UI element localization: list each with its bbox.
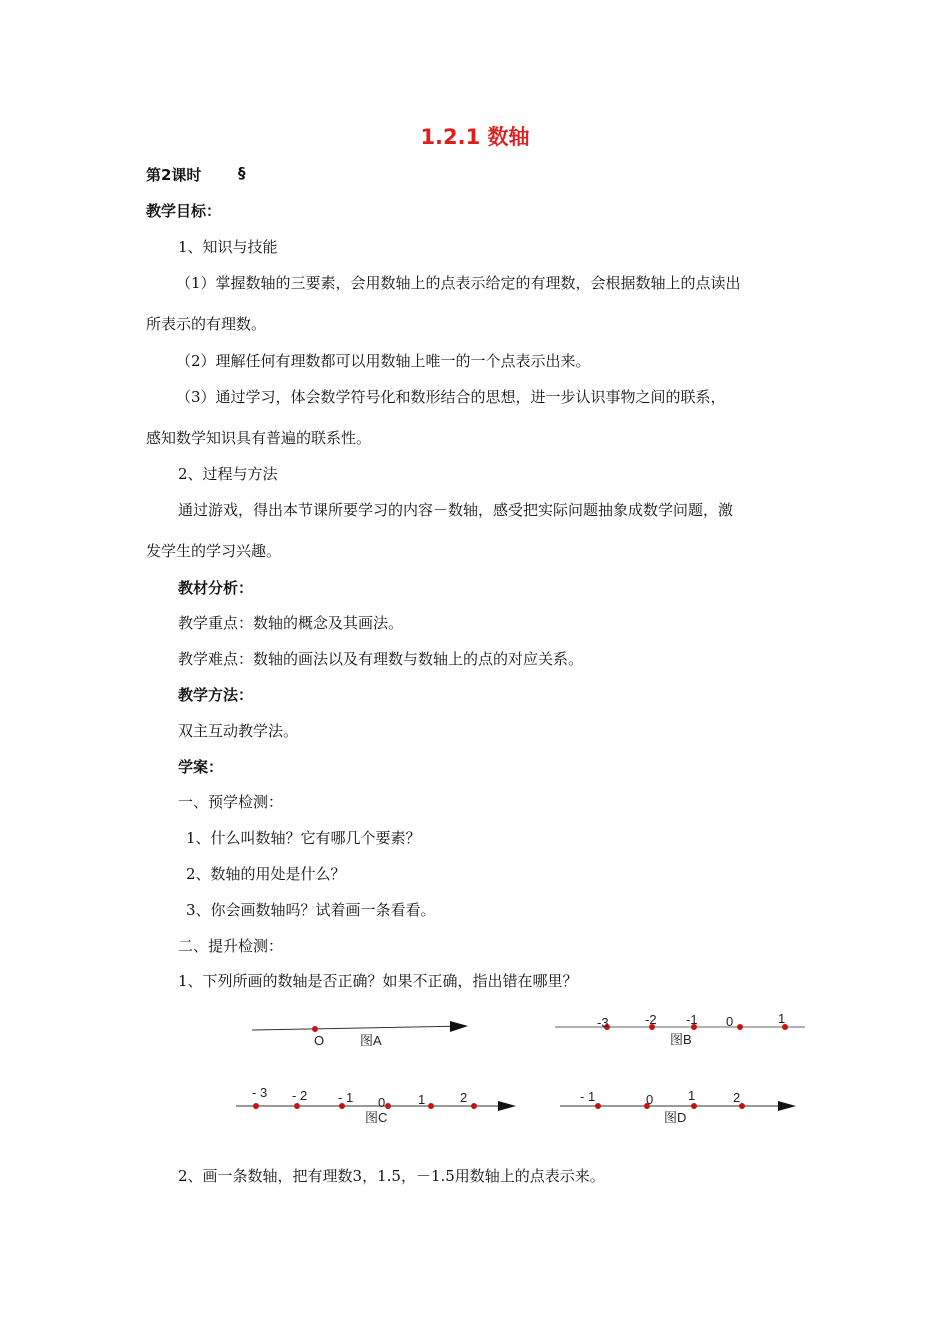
figure-d-caption: 图D [664, 1110, 687, 1125]
figure-d-label-2: 1 [688, 1088, 696, 1103]
figure-b-label-2: -1 [686, 1012, 698, 1027]
figure-a-point [312, 1026, 318, 1032]
figure-a-axis [252, 1026, 466, 1030]
goal2-heading: 2、过程与方法 [178, 465, 278, 483]
figure-b [555, 1011, 805, 1047]
figure-c-label-3: 0 [378, 1095, 386, 1110]
figure-b-label-3: 0 [726, 1014, 734, 1029]
figure-c-point-6 [471, 1103, 477, 1109]
figure-c-label-2: - 1 [338, 1090, 354, 1105]
analysis-heading: 教材分析： [178, 579, 254, 597]
question-4: 1、下列所画的数轴是否正确？如果不正确，指出错在哪里？ [178, 972, 578, 990]
figure-d-label-0: - 1 [580, 1089, 596, 1104]
figure-c-label-1: - 2 [292, 1088, 308, 1103]
figure-d [560, 1088, 796, 1125]
figure-d-point-3 [691, 1103, 697, 1109]
goal1-heading: 1、知识与技能 [178, 238, 278, 256]
figure-c-label-4: 1 [418, 1092, 426, 1107]
figure-b-point-4 [737, 1024, 743, 1030]
lesson-label: 第2课时 [146, 166, 202, 184]
lesson-mark: § [238, 164, 246, 182]
question-2: 2、数轴的用处是什么？ [186, 865, 346, 883]
difficulty: 教学难点：数轴的画法以及有理数与数轴上的点的对应关系。 [178, 650, 584, 668]
figure-c-label-0: - 3 [252, 1085, 268, 1100]
figure-c-label-5: 2 [460, 1090, 468, 1105]
figure-b-label-4: 1 [778, 1011, 786, 1026]
goal2-text-line2: 发学生的学习兴趣。 [146, 542, 282, 560]
goal1-item1-line2: 所表示的有理数。 [146, 315, 267, 333]
figure-b-label-1: -2 [645, 1012, 657, 1027]
section2-heading: 二、提升检测： [178, 937, 284, 955]
key-point: 教学重点：数轴的概念及其画法。 [178, 614, 404, 632]
question-5: 2、画一条数轴，把有理数3，1.5，－1.5用数轴上的点表示来。 [178, 1167, 605, 1185]
section1-heading: 一、预学检测： [178, 793, 284, 811]
figure-d-point-1 [595, 1103, 601, 1109]
figure-c-point-2 [294, 1103, 300, 1109]
goals-heading: 教学目标： [146, 202, 222, 220]
question-3: 3、你会画数轴吗？试着画一条看看。 [186, 901, 436, 919]
goal1-item3-line1: （3）通过学习，体会数学符号化和数形结合的思想，进一步认识事物之间的联系， [176, 388, 726, 406]
method-text: 双主互动教学法。 [178, 722, 299, 740]
figure-a [252, 1021, 468, 1048]
figure-c-point-1 [253, 1103, 259, 1109]
goal1-item3-line2: 感知数学知识具有普遍的联系性。 [146, 429, 372, 447]
method-heading: 教学方法： [178, 686, 254, 704]
figure-d-arrow [778, 1101, 796, 1111]
figure-c-point-5 [428, 1103, 434, 1109]
figure-d-label-1: 0 [646, 1092, 654, 1107]
figure-a-label-0: O [314, 1033, 325, 1048]
figure-b-caption: 图B [670, 1032, 692, 1047]
figure-c-point-4 [385, 1103, 391, 1109]
figure-c-arrow [498, 1101, 516, 1111]
figure-d-label-3: 2 [733, 1090, 741, 1105]
goal1-item2: （2）理解任何有理数都可以用数轴上唯一的一个点表示出来。 [176, 352, 591, 370]
figure-c [236, 1085, 516, 1125]
figure-c-caption: 图C [365, 1110, 388, 1125]
goal2-text-line1: 通过游戏，得出本节课所要学习的内容－数轴，感受把实际问题抽象成数学问题，激 [178, 501, 734, 519]
study-heading: 学案： [178, 758, 224, 776]
figure-a-arrow [450, 1021, 468, 1032]
figure-a-caption: 图A [360, 1033, 382, 1048]
figure-b-label-0: -3 [597, 1015, 609, 1030]
page-title: 1.2.1 数轴 [420, 125, 530, 149]
goal1-item1-line1: （1）掌握数轴的三要素，会用数轴上的点表示给定的有理数，会根据数轴上的点读出 [176, 274, 741, 292]
question-1: 1、什么叫数轴？它有哪几个要素？ [186, 829, 421, 847]
